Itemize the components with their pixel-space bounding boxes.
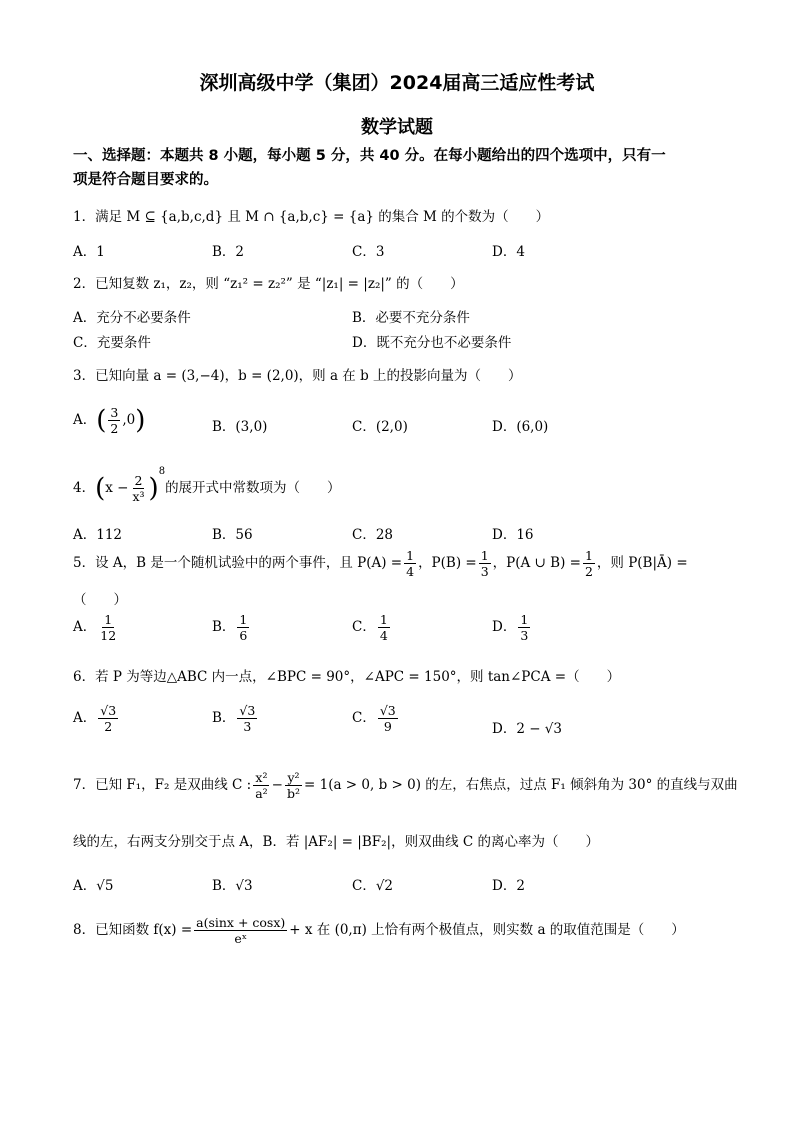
- numerator: 1: [520, 612, 529, 627]
- denominator: 9: [383, 719, 392, 734]
- question-1-option-d: D．4: [492, 244, 525, 260]
- denominator: b²: [286, 786, 300, 801]
- question-4-option-a: A．112: [73, 527, 123, 543]
- question-3-option-b: B．(3,0): [212, 419, 268, 435]
- question-6-option-d: D．2 − √3: [492, 721, 562, 737]
- question-2-option-d: D．既不充分也不必要条件: [352, 335, 512, 351]
- denominator: eˣ: [234, 931, 248, 946]
- numerator: 3: [110, 405, 119, 420]
- question-2-option-a: A．充分不必要条件: [73, 310, 191, 326]
- fraction: [108, 405, 120, 436]
- numerator: √3: [379, 703, 396, 718]
- fraction: [194, 915, 287, 946]
- numerator: x²: [255, 770, 268, 785]
- fraction: [404, 548, 416, 579]
- denominator: 2: [104, 719, 113, 734]
- fraction: [98, 612, 118, 643]
- stem-part: + x 在 (0,π) 上恰有两个极值点，则实数 a 的取值范围是（ ）: [289, 922, 685, 938]
- fraction: [98, 703, 118, 734]
- numerator: √3: [100, 703, 117, 718]
- numerator: 1: [584, 548, 593, 563]
- section-heading-line-1: 一、选择题：本题共 8 小题，每小题 5 分，共 40 分。在每小题给出的四个选项中，只有一: [73, 148, 666, 164]
- question-2-option-c: C．充要条件: [73, 335, 151, 351]
- exam-subtitle: 数学试题: [361, 117, 433, 138]
- question-6-option-c: [352, 703, 400, 734]
- right-paren: ): [148, 473, 159, 504]
- question-3-option-a: [73, 405, 145, 436]
- question-1-stem: 1．满足 M ⊆ {a,b,c,d} 且 M ∩ {a,b,c} = {a} 的集合 M 的个数为（ ）: [73, 209, 550, 225]
- denominator: 4: [379, 628, 388, 643]
- fraction: [583, 548, 595, 579]
- stem-part: ，则 P(B|Ā) =: [596, 555, 688, 571]
- numerator: 1: [480, 548, 489, 563]
- denominator: 3: [480, 564, 489, 579]
- question-5-option-b: [212, 612, 251, 643]
- right-paren: ): [135, 405, 146, 436]
- numerator: 1: [239, 612, 248, 627]
- denominator: 6: [239, 628, 248, 643]
- left-paren: (: [95, 473, 106, 504]
- denominator: 4: [406, 564, 415, 579]
- stem-part: 8．已知函数 f(x) =: [73, 922, 193, 938]
- denominator: x³: [132, 489, 145, 504]
- option-label: C．: [352, 710, 376, 726]
- question-4-stem: [73, 466, 733, 504]
- question-1-option-c: C．3: [352, 244, 385, 260]
- numerator: 1: [406, 548, 415, 563]
- left-paren: (: [96, 405, 107, 436]
- question-6-stem: 6．若 P 为等边△ABC 内一点，∠BPC = 90°，∠APC = 150°，则 tan∠PCA =（ ）: [73, 669, 621, 685]
- question-7-option-a: A．√5: [73, 878, 114, 894]
- fraction: [518, 612, 530, 643]
- stem-part: 7．已知 F₁，F₂ 是双曲线 C :: [73, 777, 252, 793]
- question-1-option-b: B．2: [212, 244, 245, 260]
- option-label: D．: [492, 619, 517, 635]
- numerator: 2: [134, 473, 143, 488]
- numerator: 1: [104, 612, 113, 627]
- option-label: A．: [73, 412, 97, 428]
- denominator: 3: [243, 719, 252, 734]
- question-2-option-b: B．必要不充分条件: [352, 310, 470, 326]
- denominator: 3: [520, 628, 529, 643]
- question-7-option-c: C．√2: [352, 878, 394, 894]
- question-7-stem: [73, 770, 738, 801]
- numerator: 1: [379, 612, 388, 627]
- question-8-stem: [73, 915, 733, 946]
- fraction: [237, 612, 249, 643]
- denominator: a²: [255, 786, 268, 801]
- question-7-option-d: D．2: [492, 878, 525, 894]
- numerator: a(sinx + cosx): [196, 915, 286, 930]
- option-label: C．: [352, 619, 376, 635]
- fraction: [285, 770, 302, 801]
- exam-title: 深圳高级中学（集团）2024届高三适应性考试: [199, 72, 595, 94]
- question-4-option-d: D．16: [492, 527, 534, 543]
- question-4-tail: 的展开式中常数项为（ ）: [165, 480, 341, 496]
- question-6-option-a: [73, 703, 120, 734]
- option-label: B．: [212, 619, 236, 635]
- option-label: A．: [73, 710, 97, 726]
- fraction: [130, 473, 146, 504]
- stem-part: = 1(a > 0, b > 0) 的左，右焦点，过点 F₁ 倾斜角为 30° 的直线与双曲: [304, 777, 738, 793]
- question-3-stem: 3．已知向量 a = (3,−4)，b = (2,0)，则 a 在 b 上的投影向量为（ ）: [73, 368, 522, 384]
- option-a-tail: ,0: [122, 412, 136, 428]
- question-5-option-c: [352, 612, 392, 643]
- fraction: [378, 612, 390, 643]
- minus-sign: −: [271, 777, 283, 793]
- stem-part: 5．设 A，B 是一个随机试验中的两个事件，且 P(A) =: [73, 555, 403, 571]
- question-2-stem: 2．已知复数 z₁，z₂，则 “z₁² = z₂²” 是 “|z₁| = |z₂|” 的（ ）: [73, 276, 464, 292]
- question-4-option-c: C．28: [352, 527, 394, 543]
- stem-part: ，P(B) =: [418, 555, 477, 571]
- question-7-option-b: B．√3: [212, 878, 253, 894]
- question-7-stem-line-2: 线的左，右两支分别交于点 A，B．若 |AF₂| = |BF₂|，则双曲线 C 的离心率为（ ）: [73, 834, 599, 850]
- denominator: 2: [110, 421, 119, 436]
- expr-x: x −: [105, 480, 129, 496]
- exponent: 8: [158, 466, 166, 477]
- fraction: [253, 770, 269, 801]
- numerator: y²: [287, 770, 300, 785]
- fraction: [479, 548, 491, 579]
- denominator: 2: [584, 564, 593, 579]
- question-5-option-d: [492, 612, 532, 643]
- question-5-option-a: [73, 612, 120, 643]
- question-6-option-b: [212, 703, 259, 734]
- section-heading: [73, 144, 723, 192]
- numerator: √3: [239, 703, 256, 718]
- question-5-stem: [73, 548, 733, 579]
- section-heading-line-2: 项是符合题目要求的。: [73, 172, 218, 188]
- fraction: [378, 703, 398, 734]
- question-4-option-b: B．56: [212, 527, 253, 543]
- option-label: B．: [212, 710, 236, 726]
- option-label: A．: [73, 619, 97, 635]
- denominator: 12: [100, 628, 117, 643]
- question-4-number: 4．: [73, 480, 96, 496]
- question-5-stem-line-2: （ ）: [73, 592, 127, 608]
- question-3-option-d: D．(6,0): [492, 419, 549, 435]
- fraction: [237, 703, 257, 734]
- question-1-option-a: A．1: [73, 244, 105, 260]
- stem-part: ，P(A ∪ B) =: [492, 555, 581, 571]
- question-3-option-c: C．(2,0): [352, 419, 408, 435]
